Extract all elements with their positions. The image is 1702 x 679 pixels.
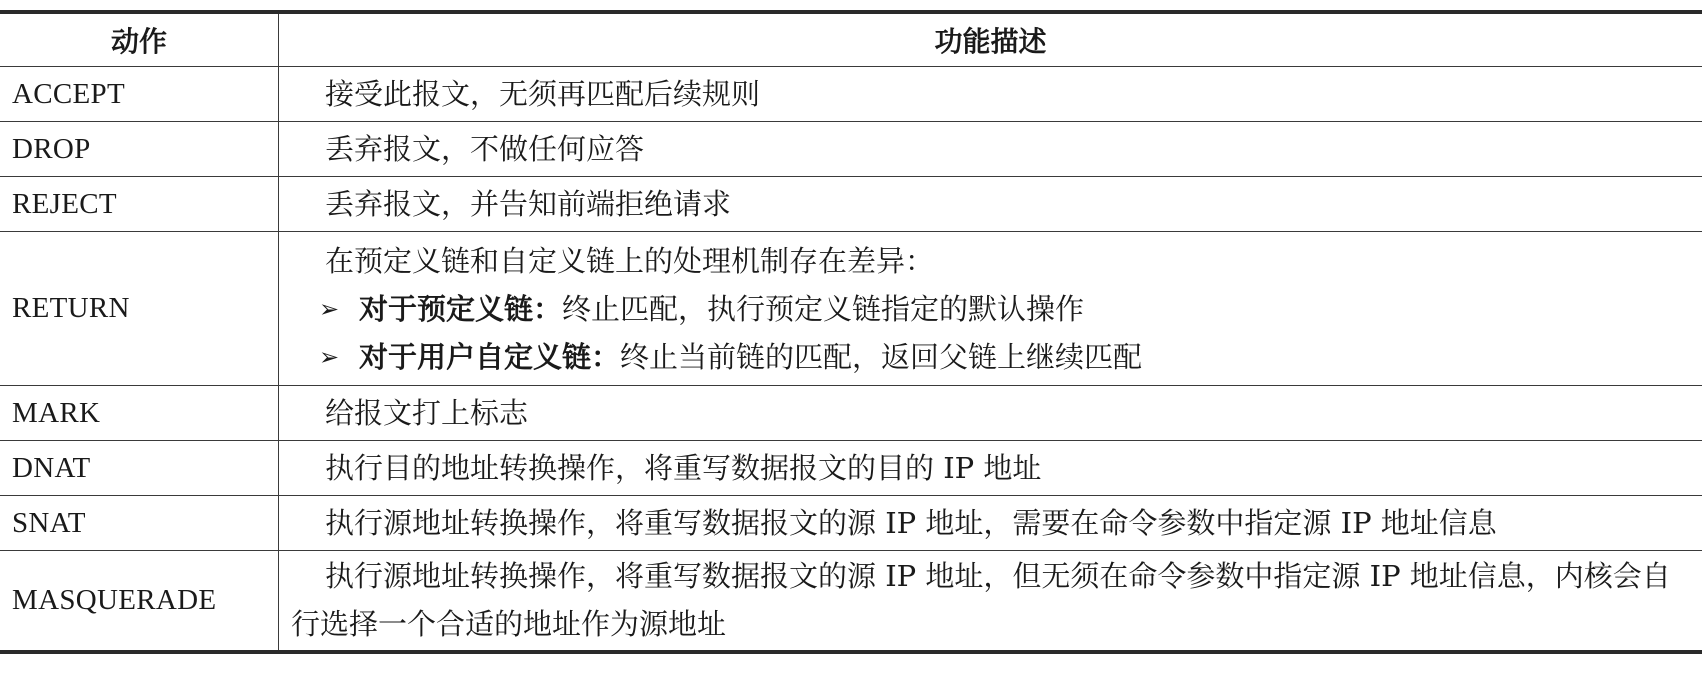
table-row (0, 177, 1702, 232)
description-cell: 丢弃报文，不做任何应答 (325, 132, 645, 166)
action-cell: SNAT (0, 496, 279, 551)
table-row (0, 496, 1702, 551)
table-row (0, 441, 1702, 496)
action-cell: MASQUERADE (0, 551, 279, 652)
action-cell: MARK (0, 386, 279, 441)
description-cell: 执行源地址转换操作，将重写数据报文的源 IP 地址，需要在命令参数中指定源 IP 地址信息 (325, 506, 1497, 540)
description-cell: 接受此报文，无须再匹配后续规则 (325, 77, 761, 111)
table-row (0, 386, 1702, 441)
description-cell (279, 232, 1702, 386)
action-cell: ACCEPT (0, 67, 279, 122)
table-row (0, 232, 1702, 386)
description-cell: 执行源地址转换操作，将重写数据报文的源 IP 地址，但无须在命令参数中指定源 IP 地址信息，内核会自行选择一个合适的地址作为源地址 (291, 559, 1671, 642)
table-row (0, 551, 1702, 652)
bullet-term: 对于用户自定义链： (359, 339, 621, 374)
arrowhead-bullet-icon: ➢ (319, 342, 340, 371)
description-cell: 给报文打上标志 (325, 396, 529, 430)
action-cell: DNAT (0, 441, 279, 496)
iptables-actions-table (0, 10, 1702, 654)
action-cell: RETURN (0, 232, 279, 386)
bullet-text: 终止当前链的匹配，返回父链上继续匹配 (620, 339, 1143, 374)
action-cell: REJECT (0, 177, 279, 232)
header-description: 功能描述 (934, 25, 1047, 58)
table-row (0, 122, 1702, 177)
bullet-term: 对于预定义链： (359, 291, 563, 326)
action-cell: DROP (0, 122, 279, 177)
arrowhead-bullet-icon: ➢ (319, 294, 340, 323)
header-action: 动作 (0, 12, 279, 67)
table-row (0, 67, 1702, 122)
table-header-row (0, 12, 1702, 67)
description-cell: 执行目的地址转换操作，将重写数据报文的目的 IP 地址 (325, 451, 1042, 485)
bullet-item (319, 333, 1692, 381)
bullet-item (319, 285, 1692, 333)
description-intro: 在预定义链和自定义链上的处理机制存在差异： (325, 243, 935, 278)
bullet-text: 终止匹配，执行预定义链指定的默认操作 (562, 291, 1085, 326)
description-cell: 丢弃报文，并告知前端拒绝请求 (325, 187, 732, 221)
